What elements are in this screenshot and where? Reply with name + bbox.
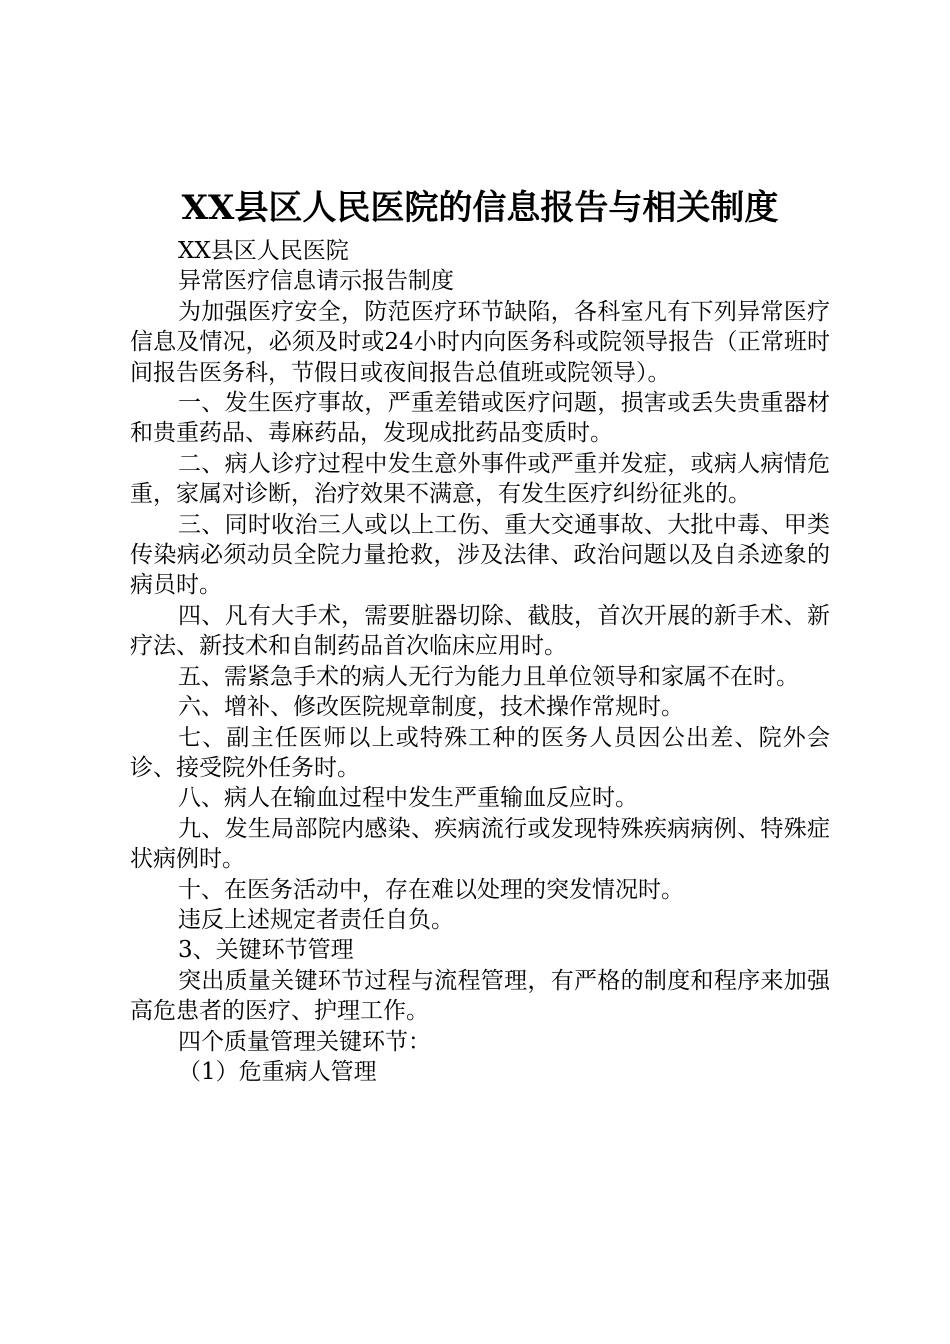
paragraph-item-8: 八、病人在输血过程中发生严重输血反应时。 [178, 785, 638, 812]
paragraph-item-4: 四、凡有大手术，需要脏器切除、截肢，首次开展的新手术、新疗法、新技术和自制药品首次临床应用时。 [130, 602, 830, 660]
paragraph-liability: 违反上述规定者责任自负。 [178, 906, 454, 933]
paragraph-item-10: 十、在医务活动中，存在难以处理的突发情况时。 [178, 876, 684, 903]
paragraph-intro: 为加强医疗安全，防范医疗环节缺陷，各科室凡有下列异常医疗信息及情况，必须及时或24小时内向医务科或院领导报告（正常班时间报告医务科，节假日或夜间报告总值班或院领导）。 [130, 298, 830, 386]
paragraph-key-links-body: 突出质量关键环节过程与流程管理，有严格的制度和程序来加强高危患者的医疗、护理工作。 [130, 967, 830, 1025]
paragraph-item-7: 七、副主任医师以上或特殊工种的医务人员因公出差、院外会诊、接受院外任务时。 [130, 724, 830, 781]
paragraph-section-heading: 异常医疗信息请示报告制度 [178, 268, 454, 295]
document-body [130, 236, 830, 1087]
document-title: XX县区人民医院的信息报告与相关制度 [181, 188, 779, 228]
paragraph-four-key-links: 四个质量管理关键环节： [178, 1028, 431, 1055]
paragraph-item-1: 一、发生医疗事故，严重差错或医疗问题，损害或丢失贵重器材和贵重药品、毒麻药品，发现成批药品变质时。 [130, 390, 830, 447]
paragraph-item-2: 二、病人诊疗过程中发生意外事件或严重并发症，或病人病情危重，家属对诊断，治疗效果不满意，有发生医疗纠纷征兆的。 [130, 450, 830, 508]
paragraph-item-5: 五、需紧急手术的病人无行为能力且单位领导和家属不在时。 [178, 663, 799, 690]
paragraph-key-links-heading: 3、关键环节管理 [178, 937, 354, 964]
paragraph-item-9: 九、发生局部院内感染、疾病流行或发现特殊疾病病例、特殊症状病例时。 [130, 815, 830, 873]
paragraph-hospital-name: XX县区人民医院 [178, 238, 349, 264]
paragraph-item-6: 六、增补、修改医院规章制度，技术操作常规时。 [178, 694, 684, 721]
paragraph-item-3: 三、同时收治三人或以上工伤、重大交通事故、大批中毒、甲类传染病必须动员全院力量抢救，涉及法律、政治问题以及自杀迹象的病员时。 [130, 511, 830, 599]
paragraph-critical-patient: （1）危重病人管理 [178, 1058, 377, 1085]
